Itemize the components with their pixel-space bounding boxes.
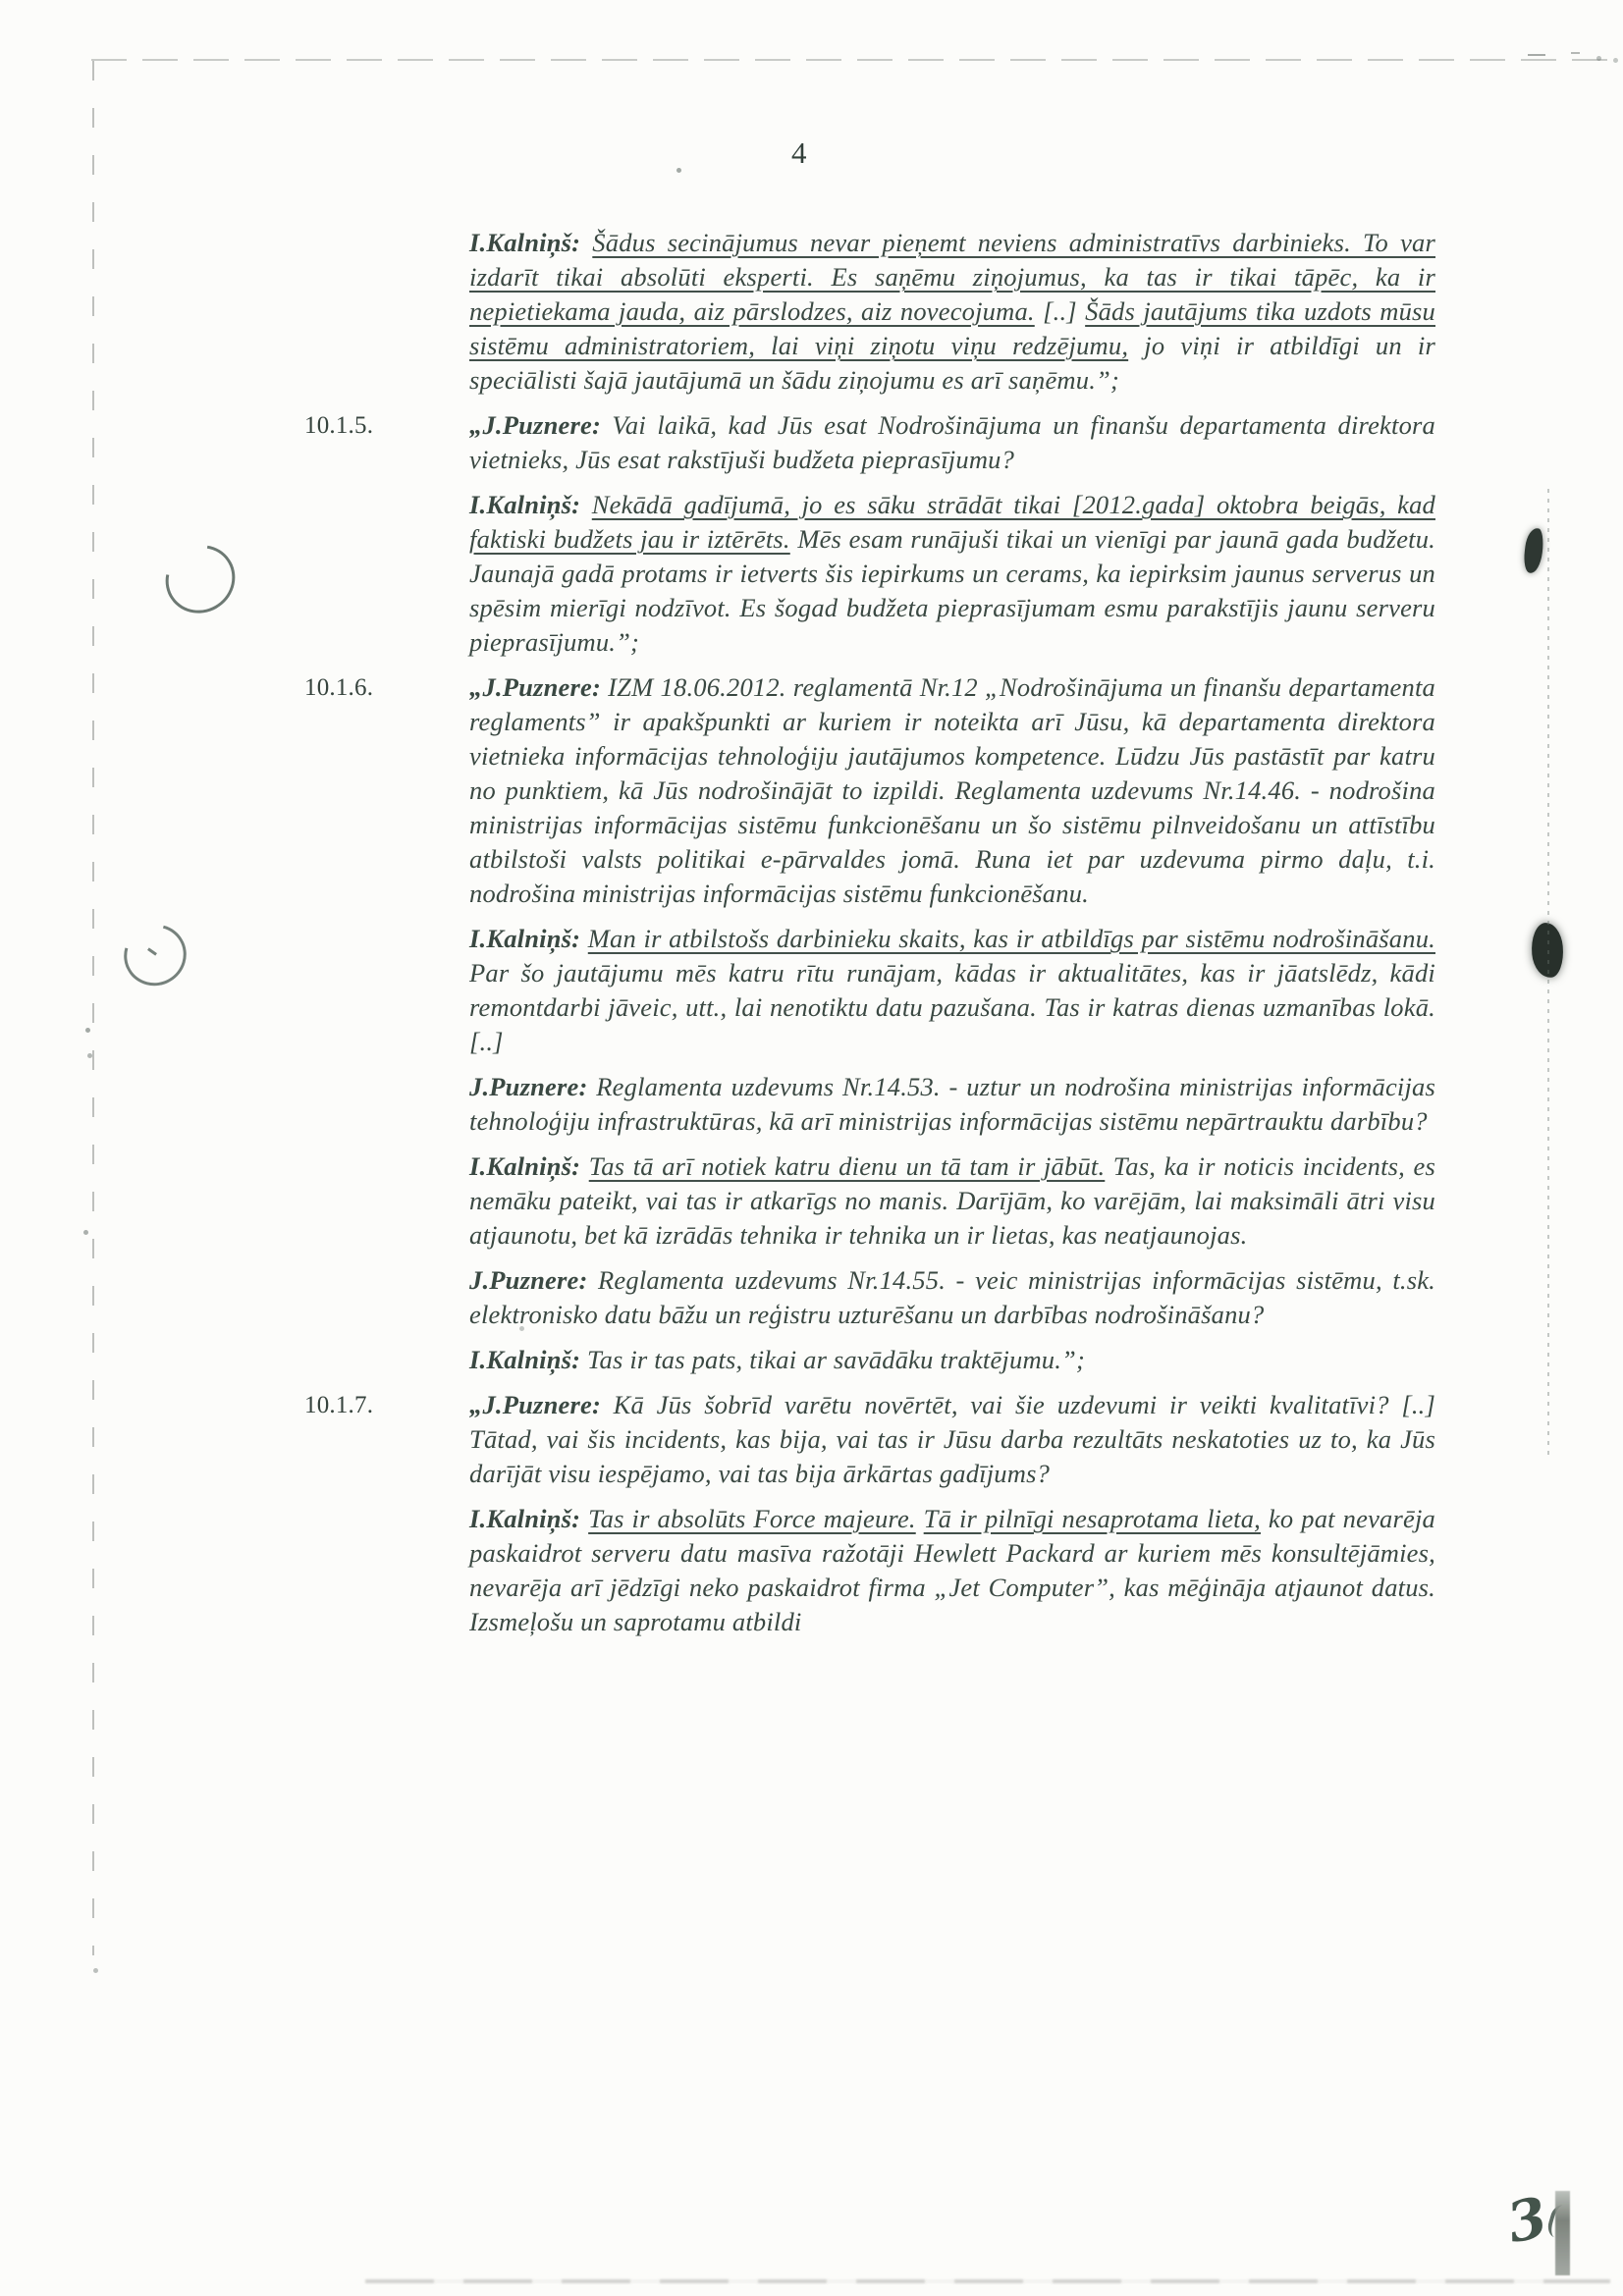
text-segment: Kā Jūs šobrīd varētu novērtēt, vai šie uzdevumi ir veikti kvalitatīvi? [..] Tātad, vai šis incidents, kas bija, vai tas ir Jūsu darba rezultāts neskatoties uz to, ka Jūs darījāt visu iespējamo, vai tas bija ārkārtas gadījums? <box>469 1390 1435 1488</box>
text-segment: Mēs esam runājuši tikai un vienīgi par jaunā gada budžetu. Jaunajā gadā protams ir ietverts šis iepirkums un cerams, ka iepirksim jaunus serverus un spēsim mierīgi nodzīvot. Es šogad budžeta pieprasījumam esmu parakstījis jaunu serveru pieprasījumu.”; <box>469 524 1435 657</box>
speaker-name: I.Kalniņš: <box>469 1151 589 1181</box>
scan-edge-top-dash <box>1528 54 1545 56</box>
item-number: 10.1.7. <box>304 1392 374 1418</box>
item-body <box>469 226 1435 398</box>
speaker-name: I.Kalniņš: <box>469 1504 589 1533</box>
text-segment: Tas ir tas pats, tikai ar savādāku traktējumu.”; <box>587 1345 1086 1374</box>
text-segment: Šādus secinājumus nevar pieņemt neviens administratīvs darbinieks. To var izdarīt tikai absolūti eksperti. Es saņēmu ziņojumus, ka tas ir tikai tāpēc, ka ir nepietiekama jauda, aiz pārslodzes, aiz novecojuma. <box>469 228 1436 326</box>
text-segment: Tas, ka ir noticis incidents, es nemāku pateikt, vai tas ir atkarīgs no manis. Darījām, ko varējām, lai maksimāli ātri visu atjaunotu, bet kā izrādās tehnika ir tehnika un ir lietas, kas neatjaunojas. <box>469 1151 1435 1250</box>
speaker-name: „J.Puznere: <box>469 672 609 702</box>
item-number: 10.1.5. <box>304 412 374 439</box>
speaker-name: I.Kalniņš: <box>469 924 588 953</box>
text-segment: IZM 18.06.2012. reglamentā Nr.12 „Nodrošinājuma un finanšu departamenta reglaments” ir apakšpunkti ar kuriem ir noteikta arī Jūsu, kā departamenta direktora vietnieka informācijas tehnoloģiju jautājumos kompetence. Lūdzu Jūs pastāstīt par katru no punktiem, kā Jūs nodrošinājāt to izpildi. Reglamenta uzdevums Nr.14.46. - nodrošina ministrijas informācijas sistēmu funkcionēšanu un šo sistēmu pilnveidošanu un attīstību atbilstoši valsts politikai e-pārvaldes jomā. Runa iet par uzdevuma pirmo daļu, t.i. nodrošina ministrijas informācijas sistēmu funkcionēšanu. <box>469 672 1435 908</box>
transcript-item <box>304 226 1435 398</box>
speaker-name: J.Puznere: <box>469 1265 599 1295</box>
text-segment: Šāds jautājums tika uzdots mūsu sistēmu administratoriem, lai viņi ziņotu viņu redzējumu, <box>469 296 1435 360</box>
hand-drawn-circle <box>152 532 248 627</box>
transcript-paragraph <box>469 226 1435 398</box>
text-segment: Tā ir pilnīgi nesaprotama lieta, <box>923 1504 1261 1533</box>
transcript <box>304 226 1435 1650</box>
scan-streak-bottom <box>365 2279 1610 2283</box>
scan-edge-top-dash <box>1571 52 1580 54</box>
text-segment: Nekādā gadījumā, jo es sāku strādāt tikai [2012.gada] oktobra beigās, kad faktiski budžets jau ir iztērēts. <box>469 490 1435 554</box>
ink-blot <box>1522 527 1544 574</box>
speaker-name: I.Kalniņš: <box>469 1345 588 1374</box>
scan-line-right <box>1547 489 1549 1461</box>
item-body <box>469 670 1435 1377</box>
transcript-paragraph <box>469 1263 1435 1332</box>
scan-edge-left-line <box>92 61 94 1955</box>
item-body <box>469 408 1435 660</box>
transcript-item <box>304 1388 1435 1639</box>
speaker-name: „J.Puznere: <box>469 410 613 440</box>
scan-edge-top-line <box>91 59 1611 61</box>
speaker-name: I.Kalniņš: <box>469 490 592 519</box>
transcript-item <box>304 670 1435 1377</box>
speaker-name: „J.Puznere: <box>469 1390 614 1419</box>
text-segment: Vai laikā, kad Jūs esat Nodrošinājuma un finanšu departamenta direktora vietnieks, Jūs esat rakstījuši budžeta pieprasījumu? <box>469 410 1435 474</box>
transcript-paragraph <box>469 670 1435 911</box>
scan-smudge-bar <box>1555 2191 1570 2275</box>
transcript-paragraph <box>469 1070 1435 1139</box>
text-segment: Man ir atbilstošs darbinieku skaits, kas ir atbildīgs par sistēmu nodrošināšanu. <box>587 924 1435 953</box>
text-segment: Reglamenta uzdevums Nr.14.53. - uztur un nodrošina ministrijas informācijas tehnoloģiju infrastruktūras, kā arī ministrijas informācijas sistēmu nepārtrauktu darbību? <box>469 1072 1435 1136</box>
handwritten-number: 3 <box>1501 2184 1553 2257</box>
transcript-paragraph <box>469 1502 1435 1639</box>
item-body <box>469 1388 1435 1639</box>
text-segment: Reglamenta uzdevums Nr.14.55. - veic ministrijas informācijas sistēmu, t.sk. elektronisko datu bāžu un reģistru uzturēšanu un darbības nodrošināšanu? <box>469 1265 1436 1329</box>
text-segment: jo viņi ir atbildīgi un ir speciālisti šajā jautājumā un šādu ziņojumu es arī saņēmu.”; <box>469 331 1435 395</box>
item-number: 10.1.6. <box>304 674 374 701</box>
text-segment: Tas ir absolūts Force majeure. <box>588 1504 916 1533</box>
transcript-paragraph <box>469 922 1435 1059</box>
text-segment: Par šo jautājumu mēs katru rītu runājam, kādas ir aktualitātes, kas ir jāatslēdz, kādi remontdarbi jāveic, utt., lai nenotiktu datu pazušana. Tas ir katras dienas uzmanības lokā. [..] <box>469 958 1435 1056</box>
text-segment <box>916 1504 924 1533</box>
transcript-paragraph <box>469 408 1435 477</box>
speaker-name: I.Kalniņš: <box>469 228 593 257</box>
transcript-paragraph <box>469 1388 1435 1491</box>
transcript-paragraph <box>469 1149 1435 1253</box>
text-segment: ko pat nevarēja paskaidrot serveru datu masīva ražotāji Hewlett Packard ar kuriem mēs konsultējāmies, nevarēja arī jēdzīgi neko paskaidrot firma „Jet Computer”, kas mēģināja atjaunot datus. Izsmeļošu un saprotamu atbildi <box>469 1504 1435 1636</box>
speaker-name: J.Puznere: <box>469 1072 597 1101</box>
scan-specks <box>0 0 3 3</box>
page-number: 4 <box>791 135 807 170</box>
text-segment: Tas tā arī notiek katru dienu un tā tam ir jābūt. <box>588 1151 1106 1181</box>
item-number <box>304 226 469 398</box>
transcript-item <box>304 408 1435 660</box>
text-segment: [..] <box>1034 296 1086 326</box>
transcript-paragraph <box>469 1343 1435 1377</box>
transcript-paragraph <box>469 488 1435 660</box>
